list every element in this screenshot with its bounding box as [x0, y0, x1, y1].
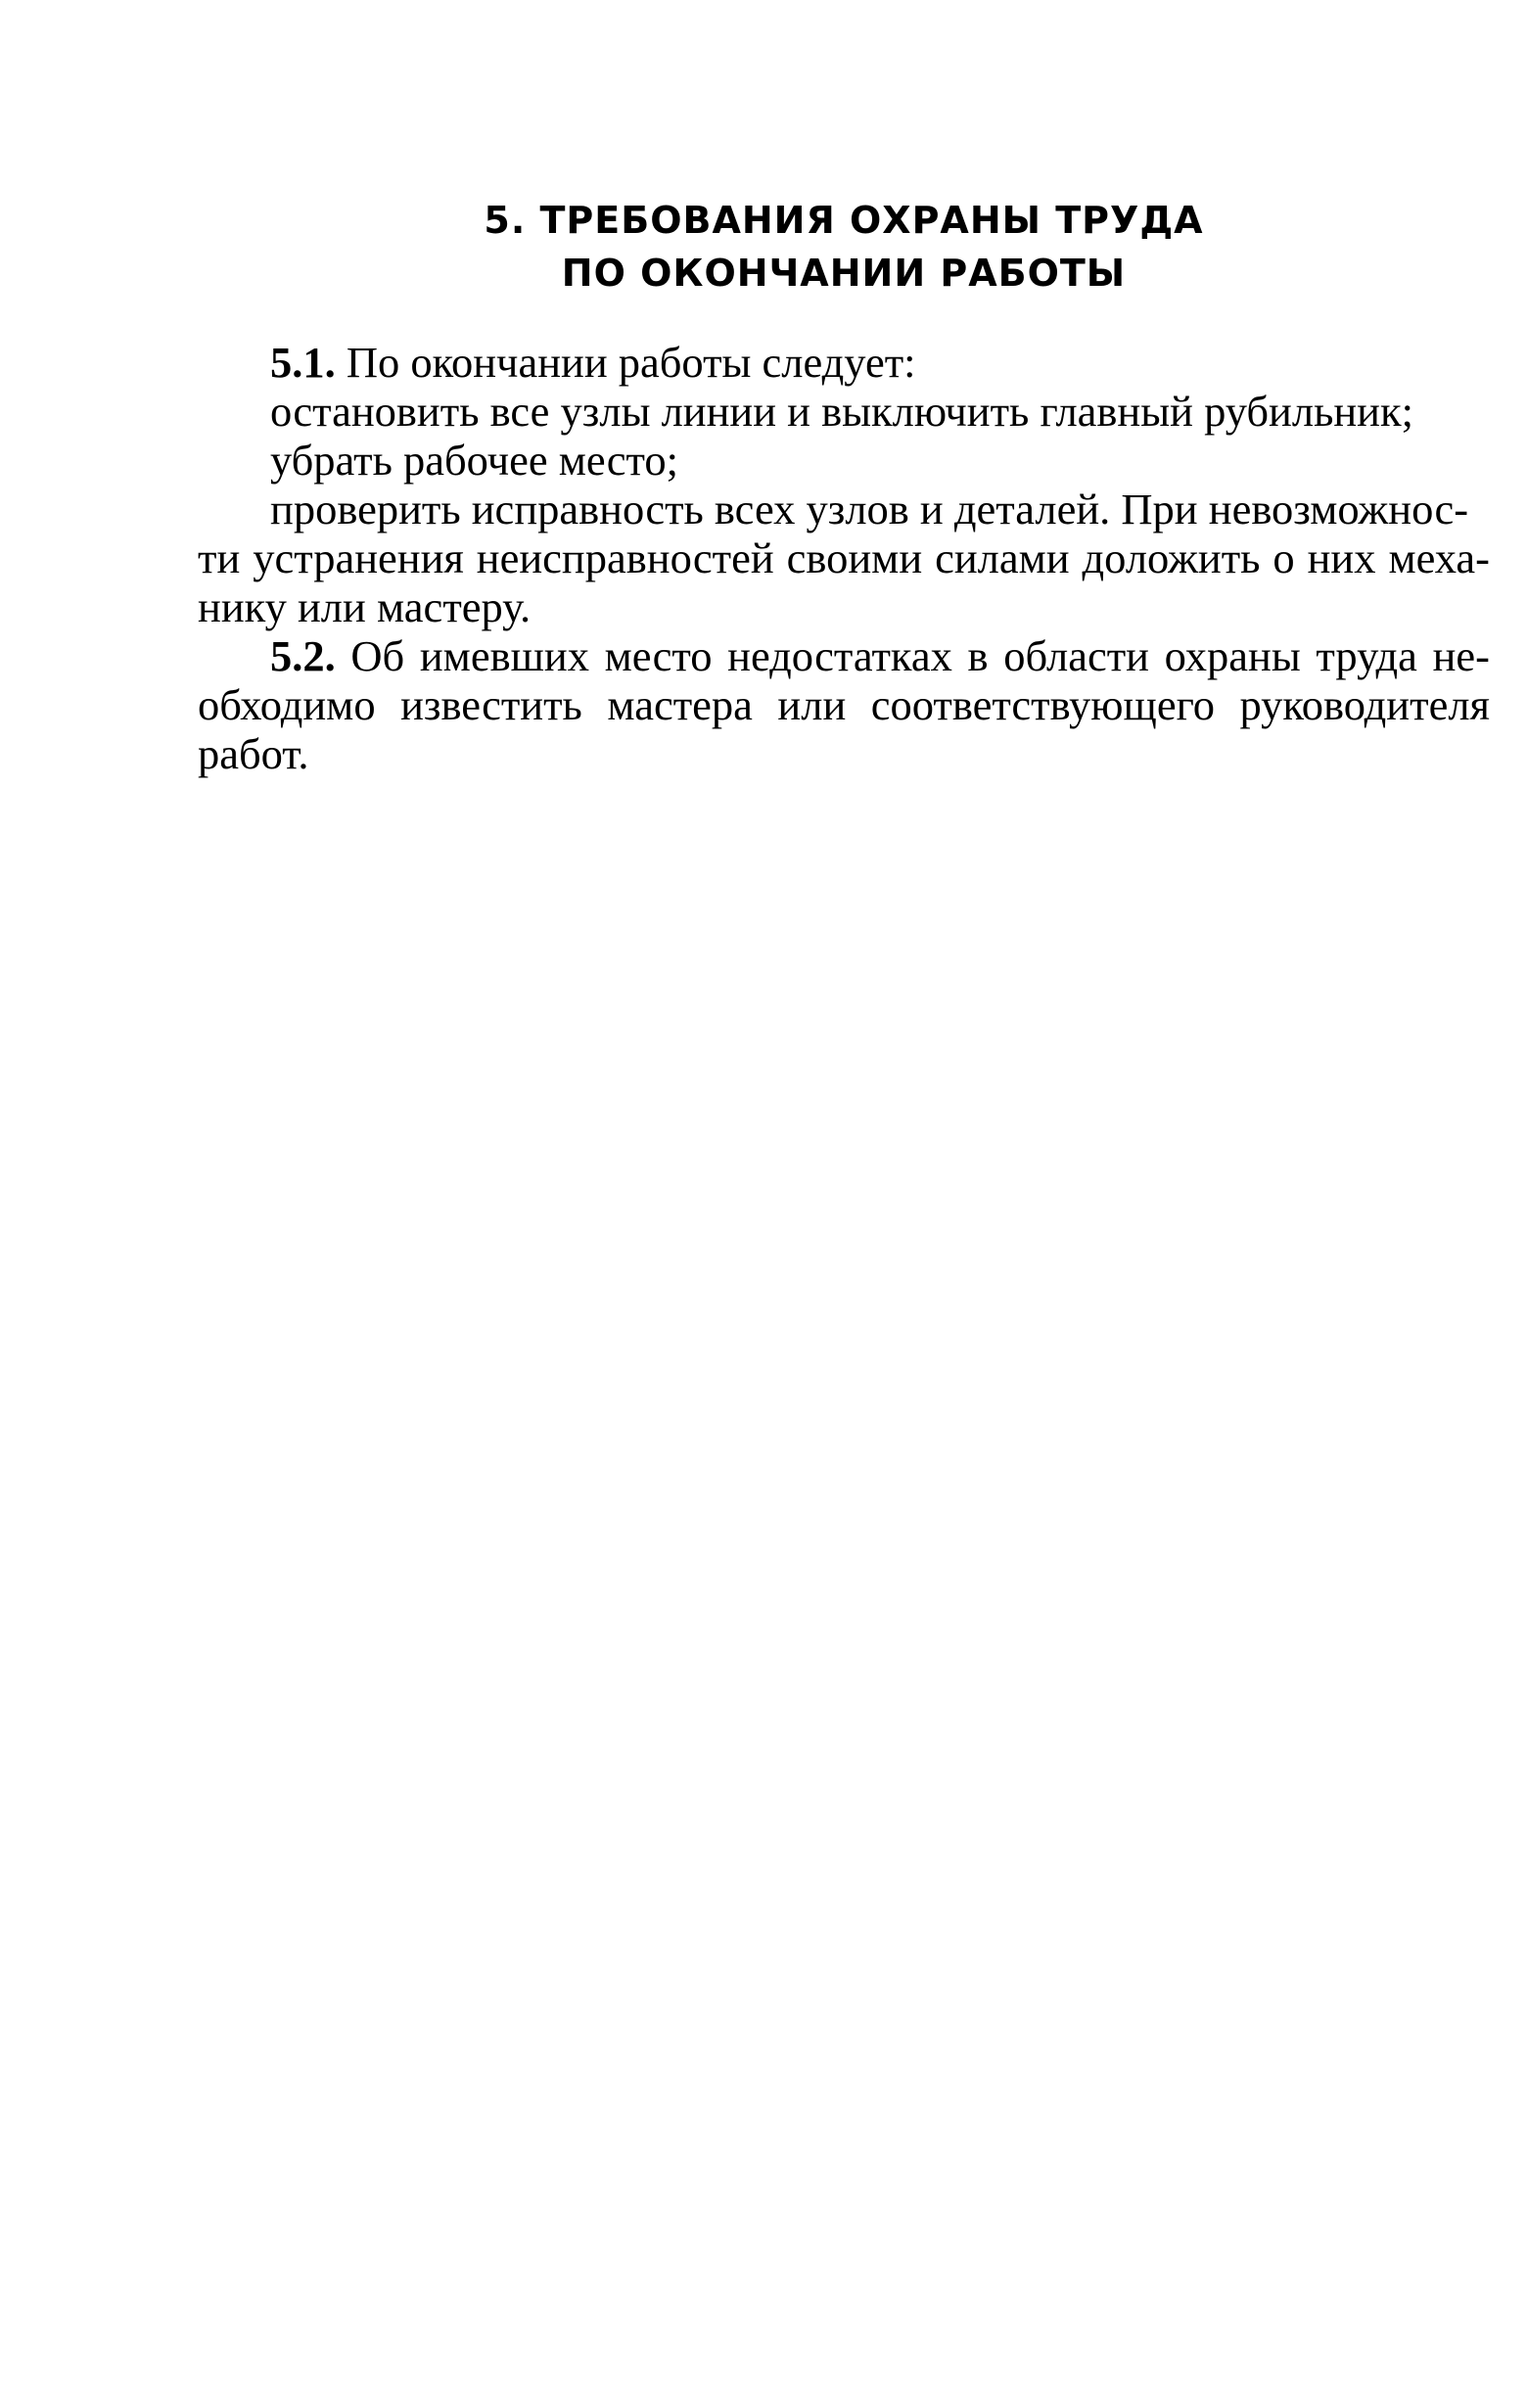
- section-title-line-1: 5. ТРЕБОВАНИЯ ОХРАНЫ ТРУДА: [484, 199, 1204, 242]
- paragraph-5-2-line-3: работ.: [198, 729, 309, 778]
- paragraph-5-1-item-3-line-2: ти устранения неисправностей своими силами доложить о них меха-: [198, 533, 1490, 582]
- paragraph-5-1-lead: [198, 338, 1490, 387]
- paragraph-number-5-2: 5.2.: [270, 631, 336, 680]
- section-body: [198, 338, 1490, 778]
- paragraph-5-1-item-3-line-3: нику или мастеру.: [198, 582, 532, 631]
- paragraph-5-2-line-2: обходимо известить мастера или соответствующего руководителя: [198, 680, 1490, 729]
- paragraph-5-2-line-1-text: Об имевших место недостатках в области охраны труда не-: [335, 631, 1490, 680]
- paragraph-number-5-1: 5.1.: [270, 338, 336, 387]
- paragraph-5-1-item-2: убрать рабочее место;: [270, 436, 679, 485]
- section-title-line-2: ПО ОКОНЧАНИИ РАБОТЫ: [561, 252, 1127, 295]
- paragraph-5-1-lead-text: По окончании работы следует:: [335, 338, 916, 387]
- paragraph-5-1-item-3-line-1: проверить исправность всех узлов и деталей. При невозможнос-: [270, 485, 1469, 533]
- paragraph-5-2-line-1: [198, 631, 1490, 680]
- paragraph-5-1-item-1: остановить все узлы линии и выключить главный рубильник;: [270, 387, 1413, 436]
